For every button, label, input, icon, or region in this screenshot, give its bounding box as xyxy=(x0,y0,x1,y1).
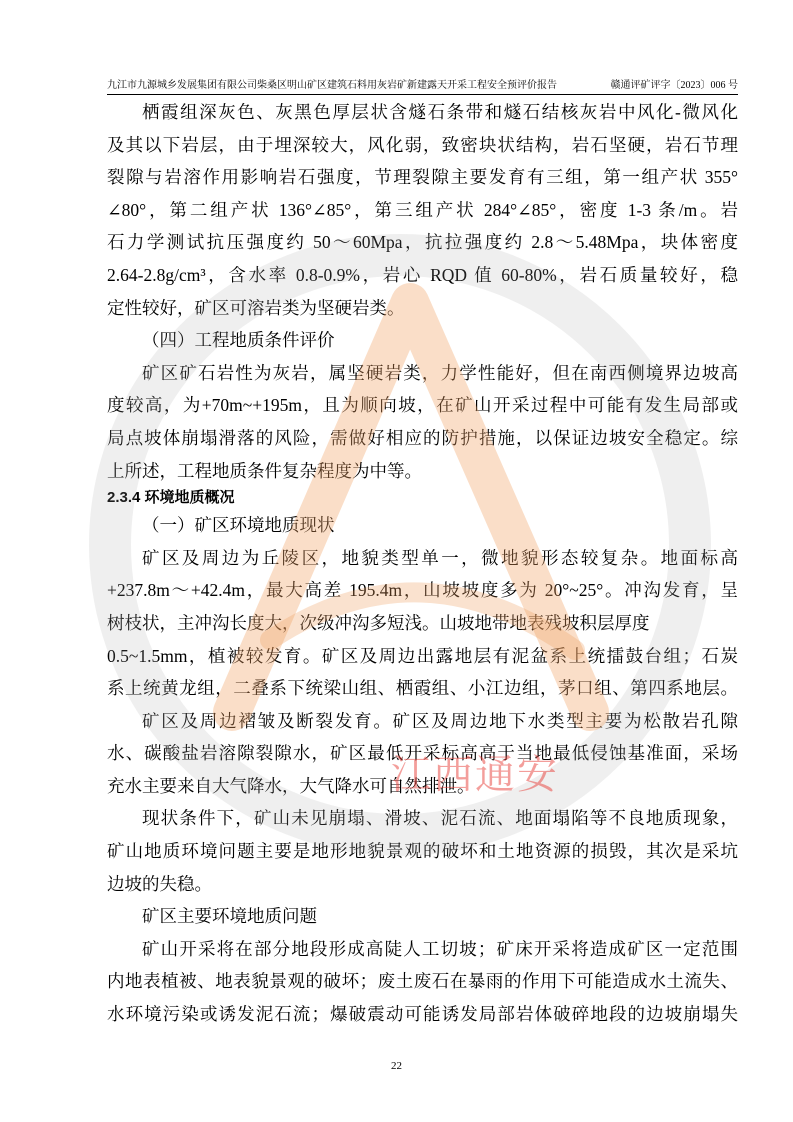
text-line: 裂隙与岩溶作用影响岩石强度，节理裂隙主要发育有三组，第一组产状 355° xyxy=(107,167,738,188)
header-report-title: 九江市九源城乡发展集团有限公司柴桑区明山矿区建筑石料用灰岩矿新建露天开采工程安全预评价报告 xyxy=(107,80,557,91)
section-heading: 2.3.4 环境地质概况 xyxy=(107,489,235,507)
text-line: 石力学测试抗压强度约 50～60Mpa，抗拉强度约 2.8～5.48Mpa，块体密度 xyxy=(107,232,738,253)
text-line: 水、碳酸盐岩溶隙裂隙水，矿区最低开采标高高于当地最低侵蚀基准面，采场 xyxy=(107,743,738,764)
text-line: 矿山开采将在部分地段形成高陡人工切坡；矿床开采将造成矿区一定范围 xyxy=(142,938,738,959)
text-line: +237.8m～+42.4m，最大高差 195.4m，山坡坡度多为 20°~25°。冲沟发育，呈 xyxy=(107,580,738,601)
text-line: 矿区及周边为丘陵区，地貌类型单一，微地貌形态较复杂。地面标高 xyxy=(142,547,738,568)
text-line: 上所述，工程地质条件复杂程度为中等。 xyxy=(107,460,422,481)
subheading-engineering-evaluation: （四）工程地质条件评价 xyxy=(142,330,335,351)
paragraph-groundwater xyxy=(107,705,738,803)
text-line: 局点坡体崩塌滑落的风险，需做好相应的防护措施，以保证边坡安全稳定。综 xyxy=(107,427,738,448)
page-body xyxy=(107,96,738,1031)
header-document-number: 赣通评矿评字〔2023〕006 号 xyxy=(610,80,738,91)
watermark-text: 江西通安 xyxy=(391,752,559,798)
paragraph-main-issues xyxy=(107,933,738,1031)
paragraph-current-status xyxy=(107,802,738,900)
text-line: 树枝状，主冲沟长度大，次级冲沟多短浅。山坡地带地表残坡积层厚度 xyxy=(107,612,650,633)
text-line: 现状条件下，矿山未见崩塌、滑坡、泥石流、地面塌陷等不良地质现象， xyxy=(142,808,738,829)
text-line: 矿区矿石岩性为灰岩，属坚硬岩类，力学性能好，但在南西侧境界边坡高 xyxy=(142,362,738,383)
paragraph-rock-properties xyxy=(107,96,738,324)
text-line: 水环境污染或诱发泥石流；爆破震动可能诱发局部岩体破碎地段的边坡崩塌失 xyxy=(107,1004,738,1025)
paragraph-terrain xyxy=(107,542,738,705)
paragraph-engineering-evaluation xyxy=(107,357,738,487)
page-number: 22 xyxy=(391,1060,402,1072)
text-line: 及其以下岩层，由于埋深较大，风化弱，致密块状结构，岩石坚硬，岩石节理 xyxy=(107,134,738,155)
text-line: 栖霞组深灰色、灰黑色厚层状含燧石条带和燧石结核灰岩中风化-微风化 xyxy=(142,102,738,122)
text-line: 边坡的失稳。 xyxy=(107,873,212,894)
page-header xyxy=(107,77,738,95)
text-line: 充水主要来自大气降水，大气降水可自然排泄。 xyxy=(107,775,475,796)
text-line: 系上统黄龙组，二叠系下统梁山组、栖霞组、小江边组，茅口组、第四系地层。 xyxy=(107,678,738,699)
text-line: 矿区及周边褶皱及断裂发育。矿区及周边地下水类型主要为松散岩孔隙 xyxy=(142,710,738,731)
text-line: 0.5~1.5mm，植被较发育。矿区及周边出露地层有泥盆系上统擂鼓台组；石炭 xyxy=(107,645,738,666)
text-line: 内地表植被、地表貌景观的破坏；废土废石在暴雨的作用下可能造成水土流失、 xyxy=(107,971,738,992)
text-line: 定性较好，矿区可溶岩类为坚硬岩类。 xyxy=(107,297,405,318)
text-line: ∠80°，第二组产状 136°∠85°，第三组产状 284°∠85°，密度 1-3 条/m。岩 xyxy=(107,199,738,220)
text-line: 2.64-2.8g/cm³，含水率 0.8-0.9%，岩心 RQD 值 60-80%，岩石质量较好，稳 xyxy=(107,264,738,285)
subheading-environment-status: （一）矿区环境地质现状 xyxy=(142,515,335,536)
subheading-main-issues: 矿区主要环境地质问题 xyxy=(142,906,317,927)
text-line: 矿山地质环境问题主要是地形地貌景观的破坏和土地资源的损毁，其次是采坑 xyxy=(107,841,738,862)
text-line: 度较高，为+70m~+195m，且为顺向坡，在矿山开采过程中可能有发生局部或 xyxy=(107,395,738,416)
